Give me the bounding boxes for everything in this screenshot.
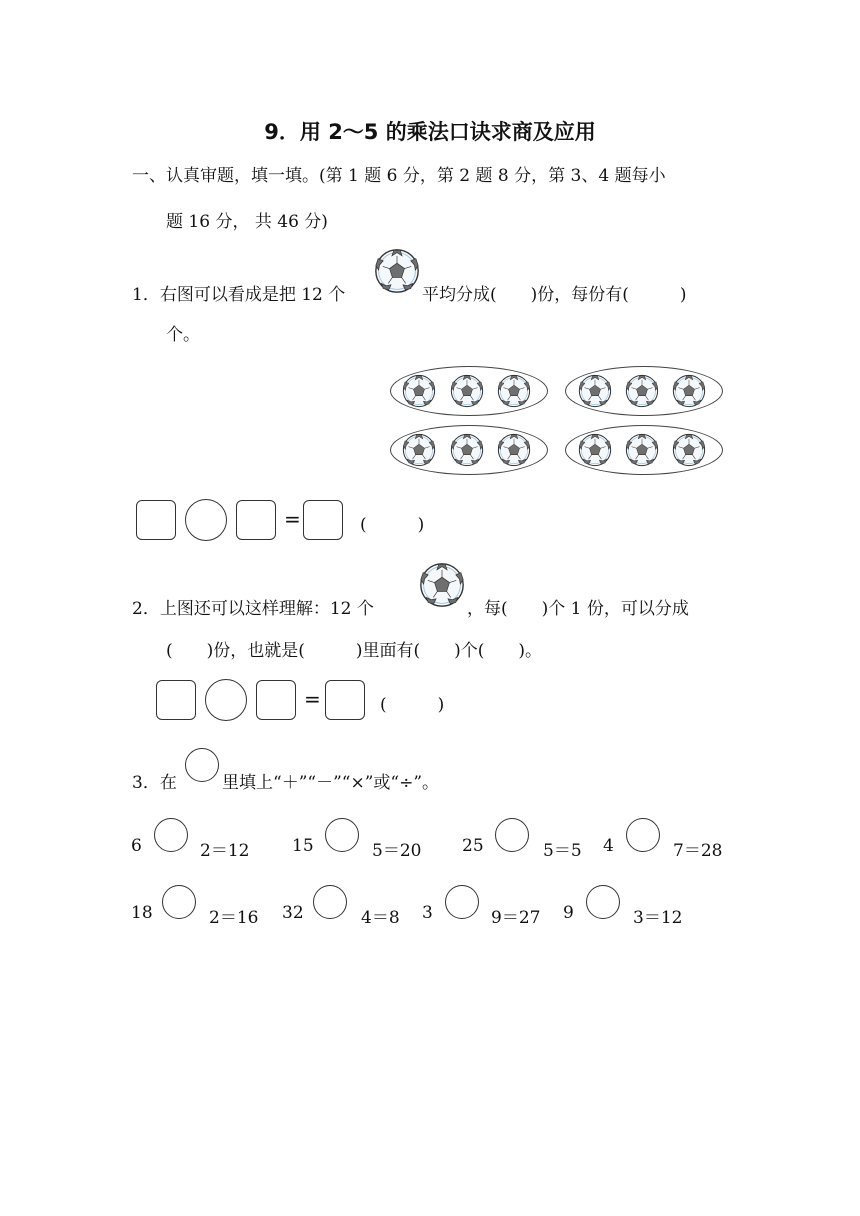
q3-operand: 3 (422, 903, 433, 923)
operator-circle[interactable] (154, 818, 188, 852)
q2-text-b: ，每( )个 1 份，可以分成 (467, 599, 689, 619)
soccer-ball-icon (450, 433, 484, 467)
operator-circle[interactable] (185, 499, 227, 541)
q1-text-b: 平均分成( )份，每份有( ) (422, 285, 687, 305)
soccer-ball-icon (497, 433, 531, 467)
q3-result: 3＝12 (633, 908, 683, 928)
q3-result: 2＝16 (209, 908, 259, 928)
answer-box[interactable] (325, 680, 365, 720)
soccer-ball-icon (672, 374, 706, 408)
q3-operand: 15 (292, 836, 314, 856)
soccer-ball-icon (578, 433, 612, 467)
answer-box[interactable] (156, 680, 196, 720)
soccer-ball-icon (578, 374, 612, 408)
q3-text-b: 里填上“＋”“－”“×”或“÷”。 (222, 773, 440, 793)
unit-paren[interactable]: ( ) (360, 515, 425, 535)
answer-box[interactable] (236, 500, 276, 540)
soccer-ball-icon (625, 433, 659, 467)
soccer-ball-icon (497, 374, 531, 408)
soccer-ball-icon (402, 433, 436, 467)
soccer-ball-icon (625, 374, 659, 408)
operator-circle[interactable] (325, 818, 359, 852)
q3-result: 4＝8 (361, 908, 400, 928)
soccer-ball-icon (419, 562, 465, 608)
soccer-ball-icon (374, 248, 420, 294)
equals-sign: = (304, 687, 321, 711)
q2-text-a: 2．上图还可以这样理解：12 个 (132, 599, 374, 619)
operator-circle[interactable] (445, 885, 479, 919)
operator-circle[interactable] (313, 885, 347, 919)
q3-result: 9＝27 (491, 908, 541, 928)
operator-circle[interactable] (586, 885, 620, 919)
section-instruction-line2: 题 16 分， 共 46 分) (166, 212, 328, 232)
operator-circle (185, 748, 219, 782)
q3-operand: 32 (282, 903, 304, 923)
q3-result: 5＝5 (543, 841, 582, 861)
equals-sign: = (284, 507, 301, 531)
operator-circle[interactable] (626, 818, 660, 852)
soccer-ball-icon (672, 433, 706, 467)
answer-box[interactable] (256, 680, 296, 720)
section-instruction-line1: 一、认真审题，填一填。(第 1 题 6 分，第 2 题 8 分，第 3、4 题每小 (132, 166, 666, 186)
q3-operand: 18 (131, 903, 153, 923)
q3-result: 5＝20 (372, 841, 422, 861)
q3-operand: 4 (603, 836, 614, 856)
soccer-ball-icon (450, 374, 484, 408)
q3-result: 2＝12 (200, 841, 250, 861)
q2-text-line2: ( )份，也就是( )里面有( )个( )。 (166, 641, 543, 661)
q1-text-line2: 个。 (166, 325, 200, 345)
q3-text-a: 3．在 (132, 773, 177, 793)
q3-operand: 25 (462, 836, 484, 856)
operator-circle[interactable] (205, 679, 247, 721)
operator-circle[interactable] (162, 885, 196, 919)
unit-paren[interactable]: ( ) (380, 695, 445, 715)
answer-box[interactable] (136, 500, 176, 540)
operator-circle[interactable] (495, 818, 529, 852)
q1-text-a: 1．右图可以看成是把 12 个 (132, 285, 346, 305)
answer-box[interactable] (303, 500, 343, 540)
soccer-ball-icon (402, 374, 436, 408)
q3-result: 7＝28 (673, 841, 723, 861)
q3-operand: 6 (131, 836, 142, 856)
q3-operand: 9 (563, 903, 574, 923)
page-title: 9．用 2～5 的乘法口诀求商及应用 (264, 120, 596, 144)
